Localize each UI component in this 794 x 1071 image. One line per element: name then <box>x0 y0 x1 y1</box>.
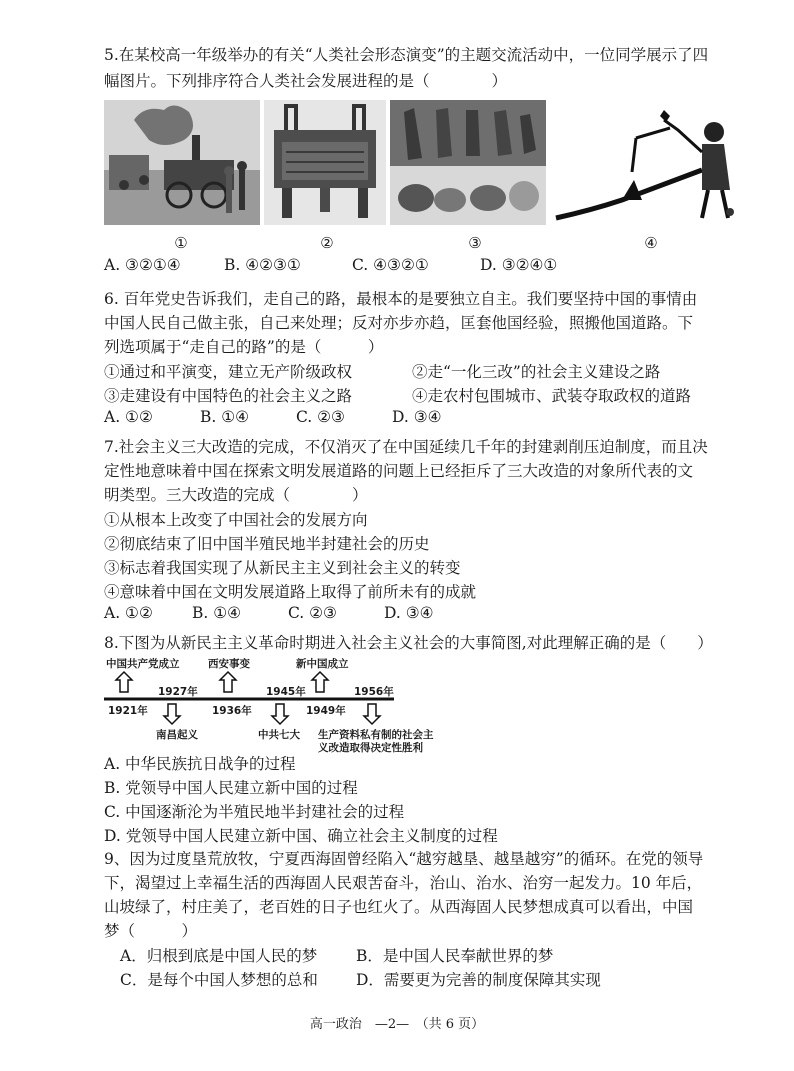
q6-item-2: ②走“一化三改”的社会主义建设之路 <box>412 363 661 381</box>
q6-item-4: ④走农村包围城市、武装夺取政权的道路 <box>412 387 692 405</box>
q7-item-2: ②彻底结束了旧中国半殖民地半封建社会的历史 <box>104 535 430 553</box>
plowing-farmer-image <box>552 100 742 225</box>
q7-stem-line3: 明类型。三大改造的完成（ ） <box>104 486 368 504</box>
q6-item-1: ①通过和平演变，建立无产阶级政权 <box>104 363 353 381</box>
q9-stem-line4: 梦（ ） <box>104 922 198 940</box>
q8-option-c[interactable]: C. 中国逐渐沦为半殖民地半封建社会的过程 <box>104 803 405 821</box>
q5-stem-line1: 5.在某校高一年级举办的有关“人类社会形态演变”的主题交流活动中，一位同学展示了四 <box>104 46 709 64</box>
timeline-year-1956: 1956年 <box>354 686 394 698</box>
timeline-event-cpc-founded: 中国共产党成立 <box>106 658 180 670</box>
q9-option-b[interactable]: B．是中国人民奉献世界的梦 <box>356 947 554 965</box>
stone-tools-image <box>390 100 546 225</box>
q9-stem-line3: 山坡绿了，村庄美了，老百姓的日子也红火了。从西海固人民梦想成真可以看出，中国 <box>104 898 694 916</box>
q9-option-d[interactable]: D．需要更为完善的制度保障其实现 <box>356 971 601 989</box>
q8-stem-line1: 8.下图为从新民主主义革命时期进入社会主义社会的大事简图,对此理解正确的是（ ） <box>104 634 713 652</box>
q6-option-d[interactable]: D. ③④ <box>392 408 442 426</box>
q5-option-b[interactable]: B. ④②③① <box>224 256 301 274</box>
q5-option-c[interactable]: C. ④③②① <box>352 256 429 274</box>
q7-option-d[interactable]: D. ③④ <box>384 604 434 622</box>
q6-option-c[interactable]: C. ②③ <box>296 408 345 426</box>
timeline-year-1921: 1921年 <box>108 705 148 717</box>
page-footer: 高一政治 —2— （共 6 页） <box>309 1017 485 1032</box>
image-label-4: ④ <box>644 234 658 252</box>
q7-option-c[interactable]: C. ②③ <box>288 604 337 622</box>
q7-stem-line2: 定性地意味着中国在探索文明发展道路的问题上已经拒斥了三大改造的对象所代表的文 <box>104 462 694 480</box>
q7-stem-line1: 7.社会主义三大改造的完成，不仅消灭了在中国延续几千年的封建剥削压迫制度，而且决 <box>104 438 708 456</box>
image-label-1: ① <box>174 234 188 252</box>
timeline-event-xian-incident: 西安事变 <box>208 658 250 670</box>
q6-stem-line1: 6. 百年党史告诉我们，走自己的路，最根本的是要独立自主。我们要坚持中国的事情由 <box>104 290 698 308</box>
q9-option-a[interactable]: A．归根到底是中国人民的梦 <box>120 947 318 965</box>
q6-item-3: ③走建设有中国特色的社会主义之路 <box>104 387 353 405</box>
timeline-event-prc-founded: 新中国成立 <box>296 658 349 670</box>
timeline-year-1945: 1945年 <box>266 686 306 698</box>
q7-item-4: ④意味着中国在文明发展道路上取得了前所未有的成就 <box>104 583 477 601</box>
q8-option-d[interactable]: D. 党领导中国人民建立新中国、确立社会主义制度的过程 <box>104 827 498 845</box>
timeline-event-seventh-congress: 中共七大 <box>258 729 300 741</box>
q8-option-a[interactable]: A. 中华民族抗日战争的过程 <box>104 755 296 773</box>
timeline-event-socialist-transformation-line2: 义改造取得决定性胜利 <box>318 742 423 754</box>
timeline-event-nanchang-uprising: 南昌起义 <box>156 729 198 741</box>
timeline-year-1927: 1927年 <box>158 686 198 698</box>
q5-option-a[interactable]: A. ③②①④ <box>104 256 181 274</box>
steam-train-image <box>104 100 260 225</box>
q6-stem-line2: 中国人民自己做主张，自己来处理；反对亦步亦趋，匡套他国经验，照搬他国道路。下 <box>104 314 694 332</box>
timeline-year-1949: 1949年 <box>306 705 346 717</box>
q7-option-b[interactable]: B. ①④ <box>192 604 242 622</box>
timeline-event-socialist-transformation-line1: 生产资料私有制的社会主 <box>318 729 434 741</box>
q9-stem-line1: 9、因为过度垦荒放牧，宁夏西海固曾经陷入“越穷越垦、越垦越穷”的循环。在党的领导 <box>104 850 704 868</box>
q7-item-1: ①从根本上改变了中国社会的发展方向 <box>104 511 368 529</box>
image-label-2: ② <box>320 234 334 252</box>
q8-option-b[interactable]: B. 党领导中国人民建立新中国的过程 <box>104 779 358 797</box>
q9-stem-line2: 下，渴望过上幸福生活的西海固人民艰苦奋斗，治山、治水、治穷一起发力。10 年后， <box>104 874 703 892</box>
q6-option-b[interactable]: B. ①④ <box>200 408 250 426</box>
bronze-ding-image <box>264 100 386 225</box>
q5-stem-line2: 幅图片。下列排序符合人类社会发展进程的是（ ） <box>104 72 508 90</box>
q5-option-d[interactable]: D. ③②④① <box>480 256 558 274</box>
q9-option-c[interactable]: C．是每个中国人梦想的总和 <box>120 971 318 989</box>
q7-option-a[interactable]: A. ①② <box>104 604 153 622</box>
q6-stem-line3: 列选项属于“走自己的路”的是（ ） <box>104 338 384 356</box>
q7-item-3: ③标志着我国实现了从新民主主义到社会主义的转变 <box>104 559 461 577</box>
q6-option-a[interactable]: A. ①② <box>104 408 153 426</box>
timeline-arrows <box>100 670 400 734</box>
image-label-3: ③ <box>468 234 482 252</box>
timeline-year-1936: 1936年 <box>212 705 252 717</box>
